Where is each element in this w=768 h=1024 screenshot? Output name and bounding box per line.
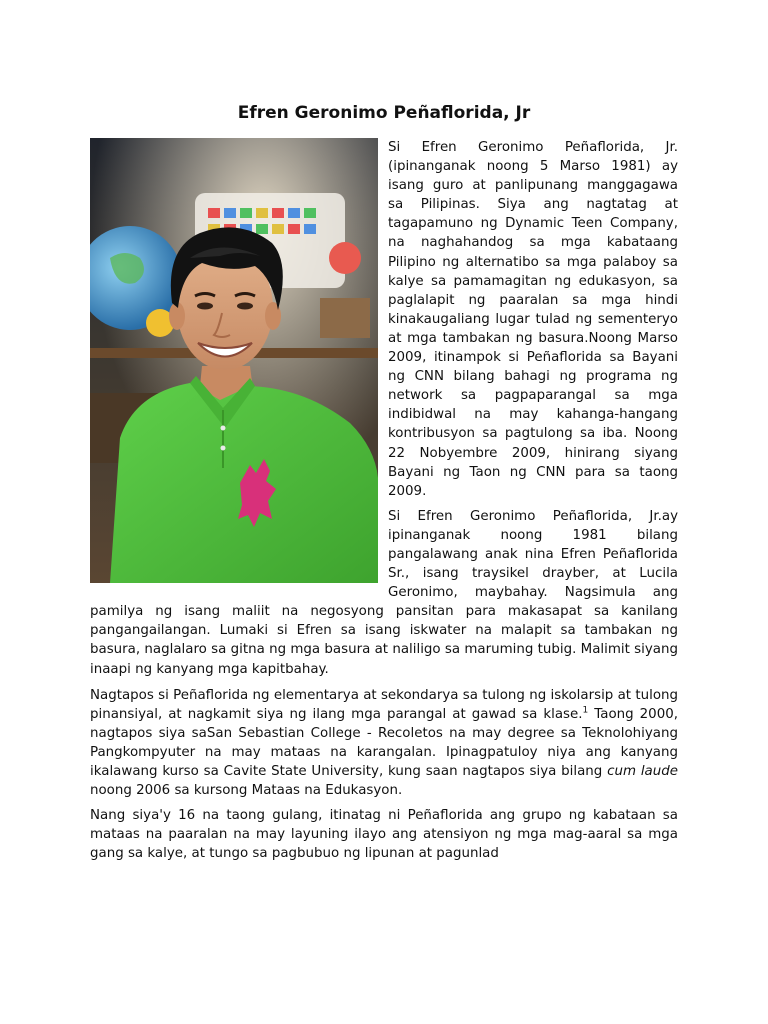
- article-body: [90, 138, 678, 869]
- education-text-2: Taong 2000, nagtapos siya saSan Sebastian College - Recoletos na may degree sa Teknolohiyang Pangkompyuter na may mataas na karangalan. Ipinagpatuloy niya ang kanyang ikalawang kurso sa Cavite State University, kung saan nagtapos siya bilang: [90, 706, 678, 779]
- paragraph-intro: Si Efren Geronimo Peñaflorida, Jr. (ipinanganak noong 5 Marso 1981) ay isang guro at panlipunang manggagawa sa Pilipinas. Siya ang nagtatag at tagapamuno ng Dynamic Teen Company, na naghahandog sa mga kabataang Pilipino ng alternatibo sa mga palaboy sa kalye sa pamamagitan ng edukasyon, sa paglalapit ng paaralan sa mga hindi kinakaugaliang lugar tulad ng sementeryo at mga tambakan ng basura.Noong Marso 2009, itinampok si Peñaflorida sa Bayani ng CNN bilang bahagi ng programa ng network sa pagpaparangal sa mga indibidwal na may kahanga-hangang kontribusyon sa pagtulong sa iba. Noong 22 Nobyembre 2009, hinirang siyang Bayani ng Taon ng CNN para sa taong 2009.: [388, 140, 678, 499]
- education-text-1: Nagtapos si Peñaflorida ng elementarya at sekondarya sa tulong ng iskolarsip at tulong pinansiyal, at nagkamit siya ng ilang mga parangal at gawad sa klase.: [90, 687, 678, 722]
- portrait-photo: [90, 138, 378, 583]
- paragraph-education: [90, 686, 678, 801]
- paragraph-founding: Nang siya'y 16 na taong gulang, itinatag ni Peñaflorida ang grupo ng kabataan sa mataas na paaralan na may layuning ilayo ang atensiyon ng mga mag-aaral sa mga gang sa kalye, at tungo sa pagbubuo ng lipunan at pagunlad: [90, 808, 678, 862]
- footnote-marker: 1: [582, 705, 589, 716]
- paragraph-early-life: Si Efren Geronimo Peñaflorida, Jr.ay ipinanganak noong 1981 bilang pangalawang anak nina Efren Peñaflorida Sr., isang traysikel drayber, at Lucila Geronimo, maybahay. Nagsimula ang pamilya ng isang maliit na negosyong pansitan para makasapat sa kanilang pangangailangan. Lumaki si Efren sa isang iskwater na malapit sa tambakan ng basura, naglalaro sa gitna ng mga basura at naliligo sa maruming tubig. Malimit siyang inaapi ng kanyang mga kapitbahay.: [90, 508, 678, 677]
- page-title: Efren Geronimo Peñaflorida, Jr: [237, 103, 531, 123]
- education-text-3: noong 2006 sa kursong Mataas na Edukasyon.: [90, 783, 403, 799]
- cum-laude-text: cum laude: [607, 764, 678, 779]
